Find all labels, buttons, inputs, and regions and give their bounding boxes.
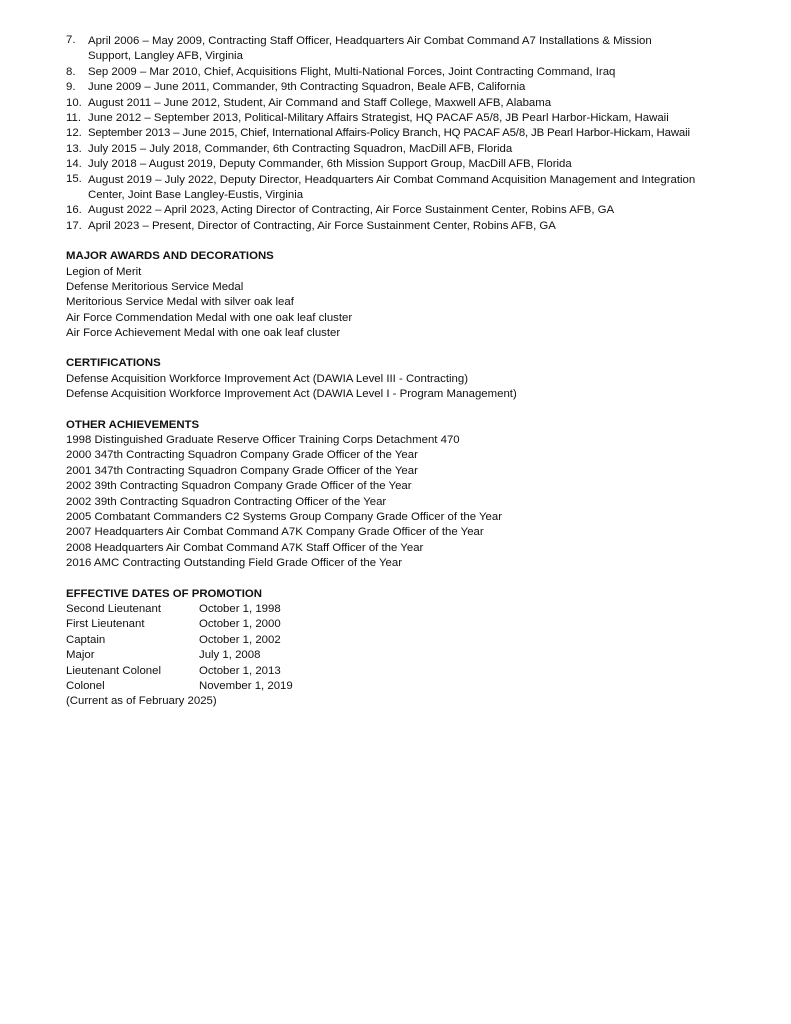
- assignment-text: Sep 2009 – Mar 2010, Chief, Acquisitions Flight, Multi-National Forces, Joint Contracting Command, Iraq: [88, 65, 616, 78]
- assignment-item: [66, 80, 746, 95]
- promotion-rank: Lieutenant Colonel: [66, 664, 161, 677]
- assignment-number: 8.: [66, 65, 76, 78]
- assignment-item: [66, 173, 746, 204]
- achievement-item: 2002 39th Contracting Squadron Contracting Officer of the Year: [66, 495, 387, 508]
- assignment-number: 15.: [66, 172, 82, 185]
- assignment-item: [66, 65, 746, 80]
- assignment-item: [66, 111, 746, 126]
- promotion-row: [66, 679, 746, 694]
- assignment-item: [66, 126, 746, 141]
- achievement-item: 2001 347th Contracting Squadron Company Grade Officer of the Year: [66, 464, 418, 477]
- award-item: Air Force Achievement Medal with one oak leaf cluster: [66, 327, 341, 340]
- assignment-text: June 2012 – September 2013, Political-Military Affairs Strategist, HQ PACAF A5/8, JB Pearl Harbor-Hickam, Hawaii: [88, 111, 669, 124]
- current-as-of-note: (Current as of February 2025): [66, 695, 217, 708]
- assignment-number: 11.: [66, 111, 81, 124]
- promotion-rank: Colonel: [66, 679, 105, 692]
- promotion-date: October 1, 2000: [199, 618, 281, 631]
- assignment-text: April 2023 – Present, Director of Contracting, Air Force Sustainment Center, Robins AFB, GA: [88, 219, 556, 232]
- promotion-row: [66, 617, 746, 632]
- promotion-row: [66, 648, 746, 663]
- award-item: Meritorious Service Medal with silver oak leaf: [66, 296, 294, 309]
- assignment-item: [66, 219, 746, 234]
- certifications-heading: CERTIFICATIONS: [66, 357, 161, 370]
- certification-item: Defense Acquisition Workforce Improvement Act (DAWIA Level I - Program Management): [66, 388, 517, 401]
- award-item: Legion of Merit: [66, 265, 142, 278]
- assignment-item: [66, 157, 746, 172]
- achievement-item: 2008 Headquarters Air Combat Command A7K Staff Officer of the Year: [66, 541, 424, 554]
- assignment-number: 7.: [66, 34, 76, 46]
- achievement-item: 1998 Distinguished Graduate Reserve Officer Training Corps Detachment 470: [66, 434, 460, 447]
- promotion-rank: Captain: [66, 633, 106, 646]
- assignment-number: 17.: [66, 219, 82, 232]
- assignment-item: [66, 34, 746, 65]
- assignment-number: 9.: [66, 81, 76, 94]
- promotion-row: [66, 633, 746, 648]
- certifications-section: [66, 356, 746, 402]
- certification-item: Defense Acquisition Workforce Improvement Act (DAWIA Level III - Contracting): [66, 372, 468, 385]
- promotion-rank: First Lieutenant: [66, 618, 145, 631]
- promotion-date: October 1, 2013: [199, 664, 281, 677]
- promotion-rank: Second Lieutenant: [66, 602, 162, 615]
- assignment-text: September 2013 – June 2015, Chief, International Affairs-Policy Branch, HQ PACAF A5/8, JB Pearl Harbor-Hickam, Hawaii: [88, 127, 690, 140]
- assignment-number: 13.: [66, 142, 82, 155]
- promotion-row: [66, 602, 746, 617]
- awards-heading: MAJOR AWARDS AND DECORATIONS: [66, 250, 274, 263]
- assignment-item: [66, 96, 746, 111]
- award-item: Defense Meritorious Service Medal: [66, 280, 244, 293]
- achievement-item: 2007 Headquarters Air Combat Command A7K Company Grade Officer of the Year: [66, 526, 484, 539]
- promotion-row: [66, 664, 746, 679]
- assignment-item: [66, 142, 746, 157]
- award-item: Air Force Commendation Medal with one oak leaf cluster: [66, 311, 353, 324]
- achievement-item: 2000 347th Contracting Squadron Company Grade Officer of the Year: [66, 449, 418, 462]
- promotion-section: [66, 587, 746, 710]
- assignment-text: June 2009 – June 2011, Commander, 9th Contracting Squadron, Beale AFB, California: [88, 81, 526, 94]
- achievement-item: 2005 Combatant Commanders C2 Systems Group Company Grade Officer of the Year: [66, 511, 503, 523]
- assignment-text: July 2015 – July 2018, Commander, 6th Contracting Squadron, MacDill AFB, Florida: [88, 142, 513, 155]
- promotion-date: October 1, 2002: [199, 633, 281, 646]
- promotion-date: October 1, 1998: [199, 602, 281, 615]
- achievement-item: 2016 AMC Contracting Outstanding Field Grade Officer of the Year: [66, 557, 403, 570]
- achievement-item: 2002 39th Contracting Squadron Company Grade Officer of the Year: [66, 480, 412, 493]
- assignment-text: August 2022 – April 2023, Acting Director of Contracting, Air Force Sustainment Center, Robins AFB, GA: [88, 204, 615, 217]
- assignment-text: August 2019 – July 2022, Deputy Director, Headquarters Air Combat Command Acquisition Management and Integration Center, Joint Base Langley-Eustis, Virginia: [88, 173, 696, 201]
- awards-section: [66, 249, 746, 341]
- assignment-item: [66, 203, 746, 218]
- achievements-section: [66, 418, 746, 572]
- assignment-text: July 2018 – August 2019, Deputy Commander, 6th Mission Support Group, MacDill AFB, Florida: [88, 158, 572, 171]
- assignment-number: 12.: [66, 127, 82, 140]
- promotion-date: November 1, 2019: [199, 679, 293, 692]
- achievements-heading: OTHER ACHIEVEMENTS: [66, 418, 200, 431]
- assignment-number: 10.: [66, 96, 82, 109]
- assignment-text: April 2006 – May 2009, Contracting Staff Officer, Headquarters Air Combat Command A7 Installations & Mission Support, Langley AFB, Virginia: [88, 35, 652, 63]
- promotion-heading: EFFECTIVE DATES OF PROMOTION: [66, 587, 262, 600]
- assignment-text: August 2011 – June 2012, Student, Air Command and Staff College, Maxwell AFB, Alabama: [88, 96, 552, 109]
- promotion-rank: Major: [66, 649, 95, 662]
- assignments-list: [66, 34, 746, 234]
- assignment-number: 16.: [66, 204, 82, 217]
- biography-page: [66, 34, 746, 710]
- assignment-number: 14.: [66, 158, 82, 171]
- promotion-date: July 1, 2008: [199, 649, 261, 662]
